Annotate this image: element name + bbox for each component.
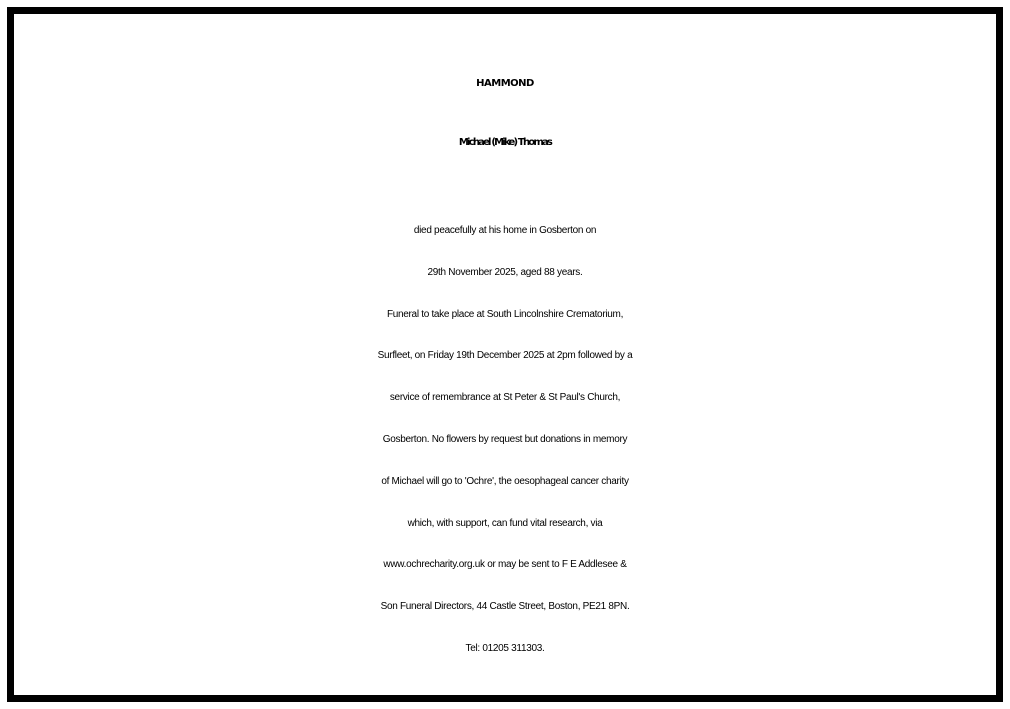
notice-line: 29th November 2025, aged 88 years. (427, 266, 583, 278)
full-name-heading: Michael (Mike) Thomas (458, 137, 552, 148)
notice-line: which, with support, can fund vital research, via (407, 517, 603, 529)
obituary-notice (7, 7, 1003, 702)
notice-line: died peacefully at his home in Gosberton on (413, 225, 597, 236)
notice-line: service of remembrance at St Peter & St Paul's Church, (389, 392, 621, 404)
notice-line: of Michael will go to 'Ochre', the oesophageal cancer charity (381, 475, 629, 487)
notice-line: Surfleet, on Friday 19th December 2025 at 2pm followed by a (377, 350, 633, 362)
notice-line: Funeral to take place at South Lincolnshire Crematorium, (386, 308, 624, 320)
notice-line: Tel: 01205 311303. (465, 642, 545, 654)
surname-heading: HAMMOND (476, 78, 534, 89)
notice-line: www.ochrecharity.org.uk or may be sent to F E Addlesee & (383, 559, 627, 571)
notice-line: Gosberton. No flowers by request but donations in memory (382, 433, 628, 445)
notice-line: Son Funeral Directors, 44 Castle Street, Boston, PE21 8PN. (380, 601, 630, 613)
notice-body (14, 210, 996, 670)
